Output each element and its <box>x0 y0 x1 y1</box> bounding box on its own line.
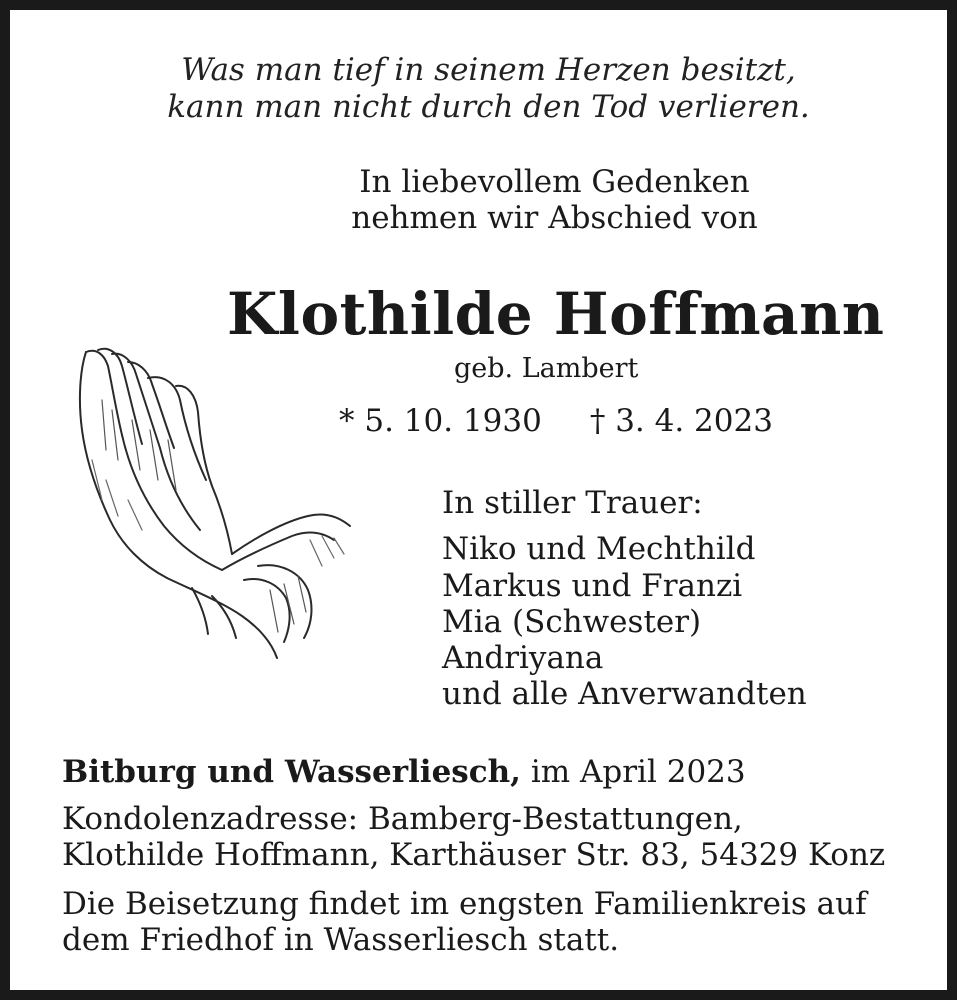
birth-date: * 5. 10. 1930 <box>339 403 542 439</box>
place: Bitburg und Wasserliesch, <box>62 754 521 790</box>
mourner-3: Mia (Schwester) <box>442 604 702 640</box>
burial-line-2: dem Friedhof in Wasserliesch statt. <box>62 922 620 958</box>
date: im April 2023 <box>520 754 746 790</box>
death-date: † 3. 4. 2023 <box>589 403 773 439</box>
quote-line-1: Was man tief in seinem Herzen besitzt, <box>181 52 796 88</box>
deceased-name: Klothilde Hoffmann <box>227 280 885 348</box>
condolence-line-1: Kondolenzadresse: Bamberg-Bestattungen, <box>62 801 743 837</box>
praying-hands-icon <box>72 340 357 662</box>
quote-line-2: kann man nicht durch den Tod verlieren. <box>167 89 810 125</box>
place-date-line <box>62 754 746 790</box>
mourners-heading: In stiller Trauer: <box>442 485 703 521</box>
mourner-4: Andriyana <box>442 640 604 676</box>
burial-line-1: Die Beisetzung findet im engsten Familienkreis auf <box>62 886 867 922</box>
mourner-1: Niko und Mechthild <box>442 531 756 567</box>
mourner-5: und alle Anverwandten <box>442 676 807 712</box>
birth-name: geb. Lambert <box>454 353 639 384</box>
intro-line-2: nehmen wir Abschied von <box>351 200 758 236</box>
mourner-2: Markus und Franzi <box>442 568 743 604</box>
intro-line-1: In liebevollem Gedenken <box>359 164 750 200</box>
condolence-line-2: Klothilde Hoffmann, Karthäuser Str. 83, 54329 Konz <box>62 837 886 873</box>
life-dates <box>339 403 773 439</box>
